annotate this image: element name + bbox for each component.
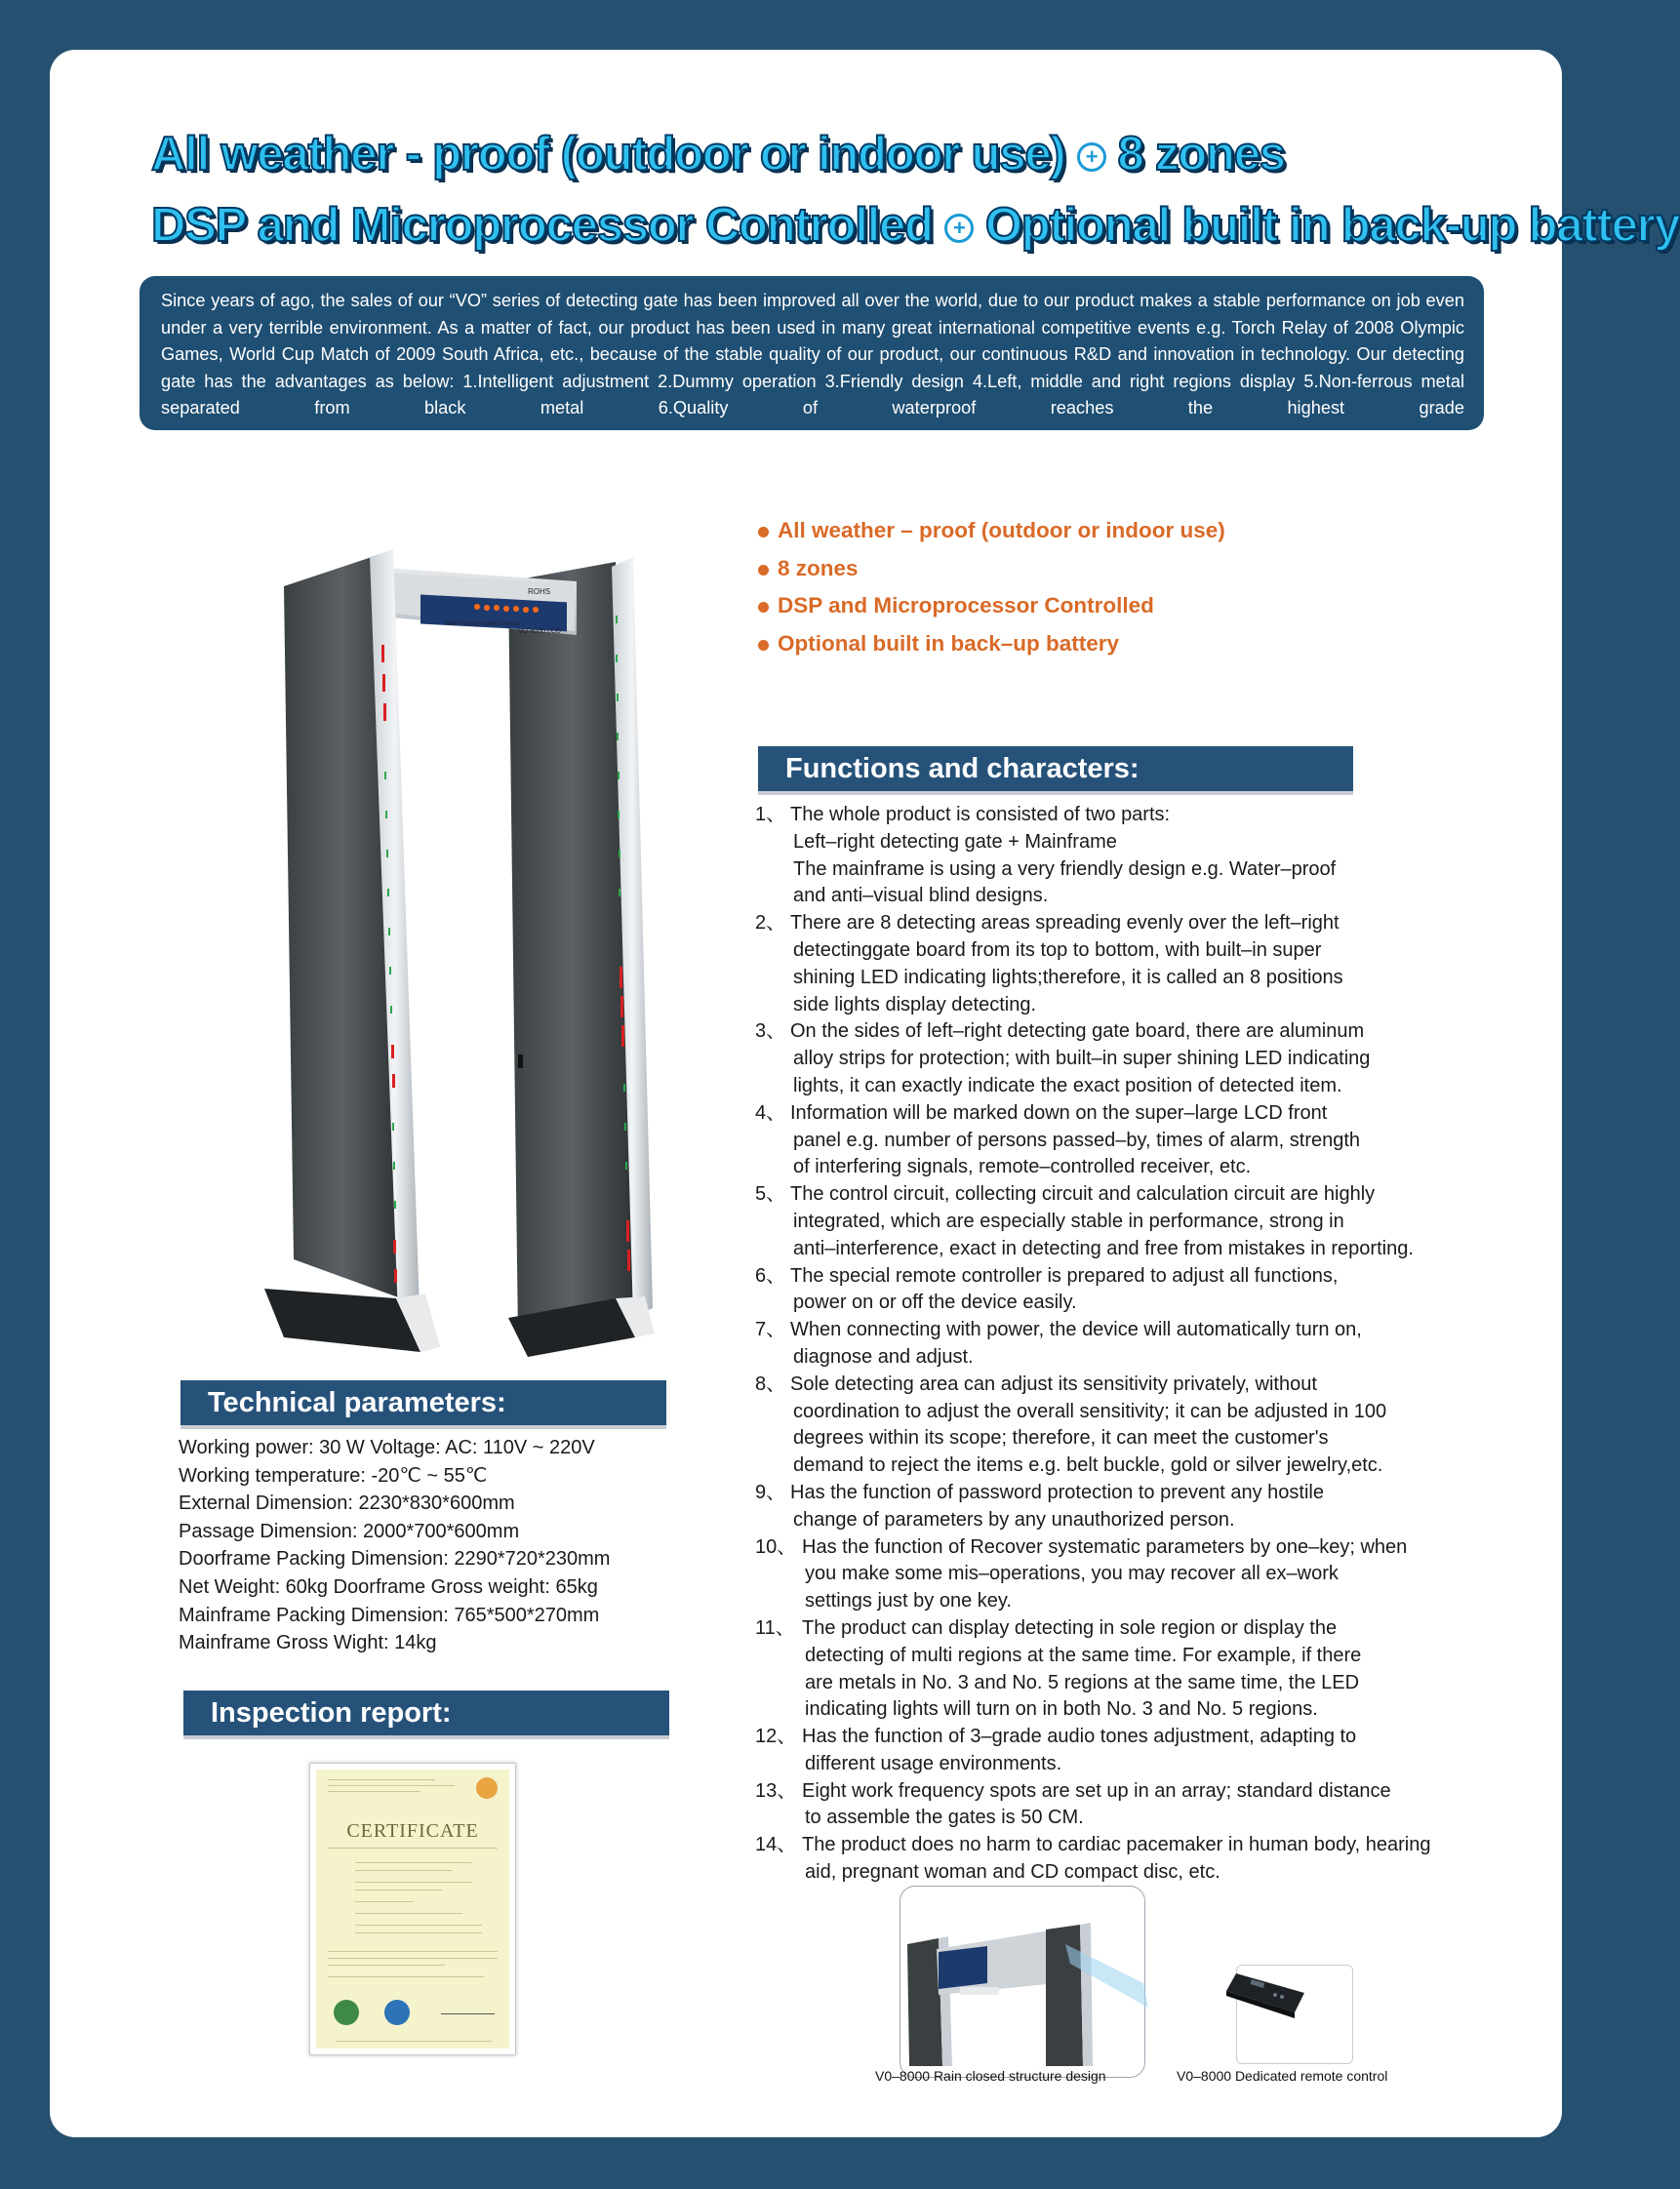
- headline-line-2: [151, 196, 1680, 255]
- function-number: 3、: [755, 1020, 786, 1043]
- tech-param-row: Mainframe Packing Dimension: 765*500*270mm: [179, 1604, 600, 1626]
- certificate-image: [309, 1763, 516, 2055]
- functions-header: [758, 746, 1353, 795]
- function-text-line: Has the function of 3–grade audio tones adjustment, adapting to: [802, 1726, 1357, 1748]
- plus-icon: +: [1077, 142, 1106, 172]
- function-text-line: Has the function of Recover systematic parameters by one–key; when: [802, 1535, 1408, 1558]
- function-text-line: different usage environments.: [805, 1752, 1062, 1774]
- function-item: [755, 1018, 1555, 1099]
- tech-param-row: Passage Dimension: 2000*700*600mm: [179, 1520, 520, 1542]
- headline-line-1: [151, 125, 1285, 183]
- function-text-line: There are 8 detecting areas spreading evenly over the left–right: [790, 912, 1340, 935]
- function-text-line: Information will be marked down on the super–large LCD front: [790, 1101, 1328, 1124]
- functions-list: [755, 802, 1555, 1887]
- function-text-line: integrated, which are especially stable in performance, strong in: [793, 1210, 1344, 1232]
- function-text-line: power on or off the device easily.: [793, 1292, 1077, 1314]
- function-number: 5、: [755, 1183, 786, 1206]
- function-text-line: The control circuit, collecting circuit and calculation circuit are highly: [790, 1183, 1376, 1206]
- function-text-line: Eight work frequency spots are set up in an array; standard distance: [802, 1779, 1391, 1802]
- function-item: [755, 1317, 1555, 1372]
- function-text-line: panel e.g. number of persons passed–by, times of alarm, strength: [793, 1129, 1361, 1151]
- function-text-line: of interfering signals, remote–controlled receiver, etc.: [793, 1156, 1252, 1178]
- function-number: 1、: [755, 804, 786, 825]
- feature-item: DSP and Microprocessor Controlled: [756, 587, 1225, 625]
- caption-remote-control: V0–8000 Dedicated remote control: [1177, 2068, 1388, 2084]
- function-text-line: Sole detecting area can adjust its sensitivity privately, without: [790, 1373, 1317, 1395]
- function-number: 6、: [755, 1264, 786, 1287]
- function-text-line: change of parameters by any unauthorized person.: [793, 1508, 1235, 1531]
- feature-list: [756, 512, 1225, 662]
- plus-icon: +: [944, 214, 974, 243]
- function-text-line: The special remote controller is prepared to adjust all functions,: [790, 1264, 1339, 1287]
- function-text-line: On the sides of left–right detecting gate board, there are aluminum: [790, 1020, 1365, 1043]
- tech-param-row: Working power: 30 W Voltage: AC: 110V ~ 220V: [179, 1437, 595, 1458]
- panel-model: VO-8000 LCD: [518, 628, 561, 635]
- function-number: 4、: [755, 1101, 786, 1124]
- certificate-title: CERTIFICATE: [346, 1820, 479, 1842]
- headline-zones: 8 zones: [1117, 128, 1285, 180]
- function-text-line: to assemble the gates is 50 CM.: [805, 1807, 1084, 1829]
- certificate-body: [316, 1770, 509, 2049]
- function-text-line: shining LED indicating lights;therefore, it is called an 8 positions: [793, 966, 1343, 988]
- tech-param-row: Net Weight: 60kg Doorframe Gross weight: 65kg: [179, 1575, 598, 1598]
- function-text-line: coordination to adjust the overall sensitivity; it can be adjusted in 100: [793, 1400, 1387, 1422]
- function-text-line: alloy strips for protection; with built–in super shining LED indicating: [793, 1048, 1371, 1070]
- headline-weatherproof: All weather - proof (outdoor or indoor use): [151, 128, 1065, 180]
- functions-title: Functions and characters:: [785, 753, 1140, 784]
- function-number: 10、: [755, 1535, 797, 1558]
- function-text-line: The mainframe is using a very friendly design e.g. Water–proof: [793, 857, 1337, 880]
- headline-battery: Optional built in back-up battery: [984, 199, 1680, 252]
- tech-param-row: Working temperature: -20℃ ~ 55℃: [179, 1464, 488, 1487]
- function-item: [755, 1263, 1555, 1318]
- function-text-line: you make some mis–operations, you may recover all ex–work: [805, 1563, 1339, 1585]
- tech-param-row: External Dimension: 2230*830*600mm: [179, 1492, 515, 1515]
- technical-parameters: [179, 1434, 686, 1657]
- function-number: 12、: [755, 1726, 797, 1748]
- function-text-line: detectinggate board from its top to bottom, with built–in super: [793, 938, 1322, 961]
- function-text-line: Left–right detecting gate + Mainframe: [793, 830, 1117, 853]
- feature-item: All weather – proof (outdoor or indoor use): [756, 512, 1225, 550]
- function-text-line: anti–interference, exact in detecting and free from mistakes in reporting.: [793, 1237, 1414, 1259]
- function-item: [755, 1372, 1555, 1480]
- tech-param-row: Doorframe Packing Dimension: 2290*720*230mm: [179, 1548, 611, 1571]
- inspection-header: [183, 1691, 669, 1739]
- function-number: 8、: [755, 1373, 786, 1395]
- function-text-line: aid, pregnant woman and CD compact disc, etc.: [805, 1861, 1220, 1884]
- function-text-line: The product does no harm to cardiac pacemaker in human body, hearing: [802, 1834, 1431, 1856]
- caption-rain-structure: V0–8000 Rain closed structure design: [875, 2068, 1106, 2084]
- technical-title: Technical parameters:: [208, 1387, 506, 1418]
- function-number: 7、: [755, 1319, 786, 1341]
- product-detail-images: [900, 1886, 1378, 2076]
- function-item: [755, 802, 1555, 910]
- function-text-line: Has the function of password protection to prevent any hostile: [790, 1481, 1324, 1503]
- remote-control-icon: [1226, 1973, 1304, 2018]
- function-number: 11、: [755, 1616, 795, 1639]
- function-number: 13、: [755, 1779, 797, 1802]
- tech-param-row: Mainframe Gross Wight: 14kg: [179, 1632, 437, 1654]
- function-text-line: The whole product is consisted of two parts:: [790, 804, 1171, 825]
- panel-brand: ROHS: [528, 587, 551, 596]
- function-text-line: demand to reject the items e.g. belt buckle, gold or silver jewelry,etc.: [793, 1454, 1383, 1477]
- function-text-line: indicating lights will turn on in both No. 3 and No. 5 regions.: [805, 1698, 1318, 1721]
- function-text-line: degrees within its scope; therefore, it can meet the customer's: [793, 1427, 1329, 1450]
- function-item: [755, 1778, 1555, 1833]
- feature-item: 8 zones: [756, 550, 1225, 588]
- function-text-line: and anti–visual blind designs.: [793, 885, 1049, 907]
- function-text-line: detecting of multi regions at the same time. For example, if there: [805, 1644, 1362, 1666]
- technical-header: [180, 1380, 666, 1429]
- function-item: [755, 1480, 1555, 1534]
- function-item: [755, 1534, 1555, 1615]
- function-text-line: lights, it can exactly indicate the exact position of detected item.: [793, 1074, 1342, 1096]
- function-item: [755, 1181, 1555, 1262]
- panel-subtitle: Walk Through Metal Detector: [445, 621, 521, 627]
- function-text-line: side lights display detecting.: [793, 993, 1037, 1015]
- function-number: 9、: [755, 1481, 786, 1503]
- function-text-line: When connecting with power, the device will automatically turn on,: [790, 1319, 1362, 1341]
- function-text-line: diagnose and adjust.: [793, 1345, 974, 1368]
- headline-dsp: DSP and Microprocessor Controlled: [151, 199, 933, 252]
- function-text-line: settings just by one key.: [805, 1590, 1012, 1612]
- function-item: [755, 1100, 1555, 1181]
- function-text-line: The product can display detecting in sole region or display the: [802, 1616, 1338, 1639]
- inspection-title: Inspection report:: [211, 1697, 452, 1729]
- intro-paragraph: Since years of ago, the sales of our “VO” series of detecting gate has been improved all over the world, due to our product makes a stable performance on job even under a very terrible environment. As a matter of fact, our product has been used in many great international competitive events e.g. Torch Relay of 2008 Olympic Games, World Cup Match of 2009 South Africa, etc., because of the stable quality of our product, our continuous R&D and innovation in technology. Our detecting gate has the advantages as below: 1.Intelligent adjustment 2.Dummy operation 3.Friendly design 4.Left, middle and right regions display 5.Non-ferrous metal separated from black metal 6.Quality of waterproof reaches the highest grade: [140, 276, 1484, 430]
- function-text-line: are metals in No. 3 and No. 5 regions at the same time, the LED: [805, 1671, 1360, 1693]
- function-item: [755, 1724, 1555, 1778]
- function-number: 14、: [755, 1834, 797, 1856]
- function-item: [755, 1615, 1555, 1724]
- function-item: [755, 910, 1555, 1018]
- function-number: 2、: [755, 912, 786, 935]
- metal-detector-gate-image: [225, 479, 684, 1376]
- function-item: [755, 1832, 1555, 1887]
- brochure-page: [50, 50, 1680, 2137]
- feature-item: Optional built in back–up battery: [756, 625, 1225, 663]
